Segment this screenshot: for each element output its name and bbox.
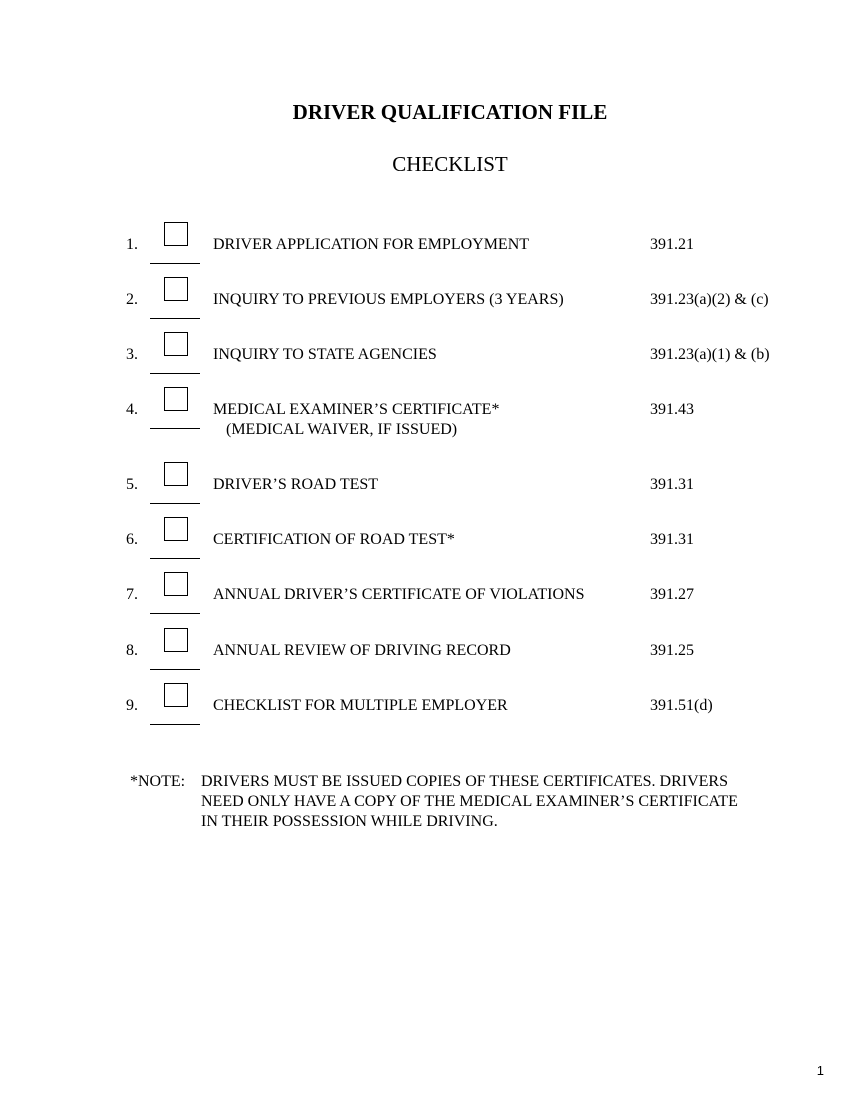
checkbox[interactable] [164, 387, 188, 411]
item-number: 4. [126, 401, 138, 418]
page-number: 1 [816, 1063, 824, 1078]
checkbox-underline [150, 669, 200, 670]
checklist-item [0, 222, 850, 282]
note-text [201, 772, 801, 832]
checklist-item [0, 683, 850, 743]
item-number: 5. [126, 476, 138, 493]
checkbox-underline [150, 263, 200, 264]
item-label: ANNUAL REVIEW OF DRIVING RECORD [213, 642, 511, 659]
note-line: NEED ONLY HAVE A COPY OF THE MEDICAL EXAMINER’S CERTIFICATE [201, 793, 738, 810]
item-label: MEDICAL EXAMINER’S CERTIFICATE* [213, 401, 500, 418]
checkbox[interactable] [164, 277, 188, 301]
checkbox-underline [150, 503, 200, 504]
checkbox[interactable] [164, 462, 188, 486]
regulation-reference: 391.21 [650, 236, 694, 253]
item-label: INQUIRY TO PREVIOUS EMPLOYERS (3 YEARS) [213, 291, 564, 308]
item-number: 6. [126, 531, 138, 548]
checkbox-underline [150, 558, 200, 559]
item-number: 9. [126, 697, 138, 714]
page-title: DRIVER QUALIFICATION FILE [292, 100, 608, 124]
item-label: CERTIFICATION OF ROAD TEST* [213, 531, 455, 548]
item-number: 7. [126, 586, 138, 603]
checkbox[interactable] [164, 332, 188, 356]
item-label: DRIVER APPLICATION FOR EMPLOYMENT [213, 236, 530, 253]
checklist-item [0, 277, 850, 337]
note-line: DRIVERS MUST BE ISSUED COPIES OF THESE CERTIFICATES. DRIVERS [201, 773, 728, 790]
checkbox-underline [150, 373, 200, 374]
regulation-reference: 391.25 [650, 642, 694, 659]
item-sublabel: (MEDICAL WAIVER, IF ISSUED) [226, 421, 458, 438]
regulation-reference: 391.27 [650, 586, 694, 603]
regulation-reference: 391.31 [650, 531, 694, 548]
item-number: 2. [126, 291, 138, 308]
checkbox-underline [150, 428, 200, 429]
regulation-reference: 391.43 [650, 401, 694, 418]
regulation-reference: 391.23(a)(1) & (b) [650, 346, 770, 363]
item-number: 8. [126, 642, 138, 659]
item-label: ANNUAL DRIVER’S CERTIFICATE OF VIOLATIONS [213, 586, 585, 603]
regulation-reference: 391.23(a)(2) & (c) [650, 291, 769, 308]
item-label: DRIVER’S ROAD TEST [213, 476, 379, 493]
checkbox[interactable] [164, 222, 188, 246]
checkbox-underline [150, 318, 200, 319]
regulation-reference: 391.51(d) [650, 697, 713, 714]
checklist-item [0, 628, 850, 688]
checkbox[interactable] [164, 572, 188, 596]
checkbox[interactable] [164, 628, 188, 652]
checkbox-underline [150, 724, 200, 725]
checklist-item [0, 387, 850, 447]
item-number: 3. [126, 346, 138, 363]
checklist-item [0, 332, 850, 392]
checklist-item [0, 462, 850, 522]
item-label: CHECKLIST FOR MULTIPLE EMPLOYER [213, 697, 508, 714]
checklist-item [0, 517, 850, 577]
item-label: INQUIRY TO STATE AGENCIES [213, 346, 437, 363]
page-subtitle: CHECKLIST [392, 152, 508, 176]
checkbox-underline [150, 613, 200, 614]
note-line: IN THEIR POSSESSION WHILE DRIVING. [201, 813, 498, 830]
note-label: *NOTE: [130, 773, 186, 790]
regulation-reference: 391.31 [650, 476, 694, 493]
checklist-item [0, 572, 850, 632]
checkbox[interactable] [164, 517, 188, 541]
item-number: 1. [126, 236, 138, 253]
checkbox[interactable] [164, 683, 188, 707]
